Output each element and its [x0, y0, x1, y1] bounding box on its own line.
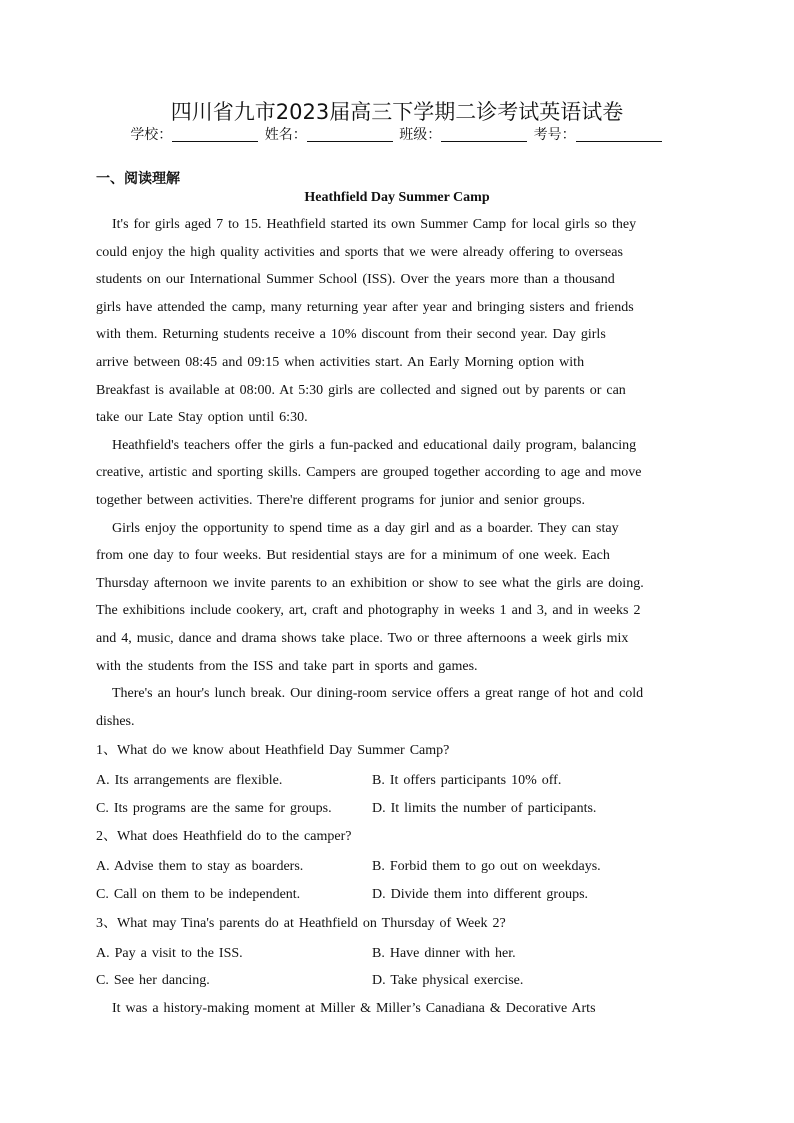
passage-title: Heathfield Day Summer Camp	[304, 190, 490, 205]
name-label: 姓名：	[264, 127, 307, 143]
question-3-option-c[interactable]: C. See her dancing.	[96, 973, 210, 988]
passage-line: with them. Returning students receive a 10% discount from their second year. Day girls	[96, 327, 606, 343]
number-label: 考号：	[533, 127, 576, 143]
passage-line: creative, artistic and sporting skills. Campers are grouped together according to age and move	[96, 465, 642, 481]
class-blank[interactable]	[441, 127, 527, 142]
question-1-option-b[interactable]: B. It offers participants 10% off.	[372, 773, 562, 788]
question-2-option-c[interactable]: C. Call on them to be independent.	[96, 887, 301, 902]
next-passage-line: It was a history-making moment at Miller & Miller’s Canadiana & Decorative Arts	[112, 1001, 596, 1016]
passage-line: Girls enjoy the opportunity to spend time as a day girl and as a boarder. They can stay	[112, 520, 619, 536]
passage-line: together between activities. There're different programs for junior and senior groups.	[96, 492, 585, 508]
school-label: 学校：	[130, 127, 173, 143]
passage-line: could enjoy the high quality activities and sports that we were already offering to overseas	[96, 244, 623, 260]
question-1-option-d[interactable]: D. It limits the number of participants.	[372, 801, 597, 816]
number-blank[interactable]	[576, 127, 662, 142]
question-1-option-a[interactable]: A. Its arrangements are flexible.	[96, 773, 283, 788]
question-1-stem: 1、What do we know about Heathfield Day Summer Camp?	[96, 743, 450, 758]
student-info-row	[0, 124, 794, 144]
question-2-stem: 2、What does Heathfield do to the camper?	[96, 829, 352, 844]
question-2-option-d[interactable]: D. Divide them into different groups.	[372, 887, 589, 902]
passage-line: with the students from the ISS and take part in sports and games.	[96, 658, 478, 674]
section-heading: 一、阅读理解	[96, 171, 180, 187]
passage-line: take our Late Stay option until 6:30.	[96, 410, 308, 426]
passage-line: dishes.	[96, 713, 135, 729]
passage-line: Heathfield's teachers offer the girls a fun-packed and educational daily program, balancing	[112, 437, 637, 453]
question-2-option-b[interactable]: B. Forbid them to go out on weekdays.	[372, 859, 601, 874]
question-3-option-a[interactable]: A. Pay a visit to the ISS.	[96, 946, 243, 961]
question-3-option-d[interactable]: D. Take physical exercise.	[372, 973, 524, 988]
name-blank[interactable]	[307, 127, 393, 142]
passage-line: arrive between 08:45 and 09:15 when activities start. An Early Morning option with	[96, 354, 585, 370]
passage-line: girls have attended the camp, many returning year after year and bringing sisters and friends	[96, 299, 634, 315]
question-3-stem: 3、What may Tina's parents do at Heathfield on Thursday of Week 2?	[96, 916, 506, 931]
passage-line: It's for girls aged 7 to 15. Heathfield started its own Summer Camp for local girls so they	[112, 217, 637, 232]
passage-line: Thursday afternoon we invite parents to an exhibition or show to see what the girls are doing.	[96, 575, 644, 591]
class-label: 班级：	[399, 127, 442, 143]
passage-line: from one day to four weeks. But residential stays are for a minimum of one week. Each	[96, 548, 610, 564]
question-2-option-a[interactable]: A. Advise them to stay as boarders.	[96, 859, 304, 874]
exam-title: 四川省九市2023届高三下学期二诊考试英语试卷	[170, 100, 624, 124]
question-1-option-c[interactable]: C. Its programs are the same for groups.	[96, 801, 332, 816]
passage-line: students on our International Summer School (ISS). Over the years more than a thousand	[96, 272, 615, 288]
passage-line: The exhibitions include cookery, art, craft and photography in weeks 1 and 3, and in weeks 2	[96, 603, 641, 619]
school-blank[interactable]	[172, 127, 258, 142]
question-3-option-b[interactable]: B. Have dinner with her.	[372, 946, 516, 961]
passage-line: Breakfast is available at 08:00. At 5:30 girls are collected and signed out by parents or can	[96, 382, 626, 398]
passage-body	[96, 211, 698, 735]
passage-line: There's an hour's lunch break. Our dining-room service offers a great range of hot and cold	[112, 686, 644, 702]
passage-line: and 4, music, dance and drama shows take place. Two or three afternoons a week girls mix	[96, 630, 629, 646]
